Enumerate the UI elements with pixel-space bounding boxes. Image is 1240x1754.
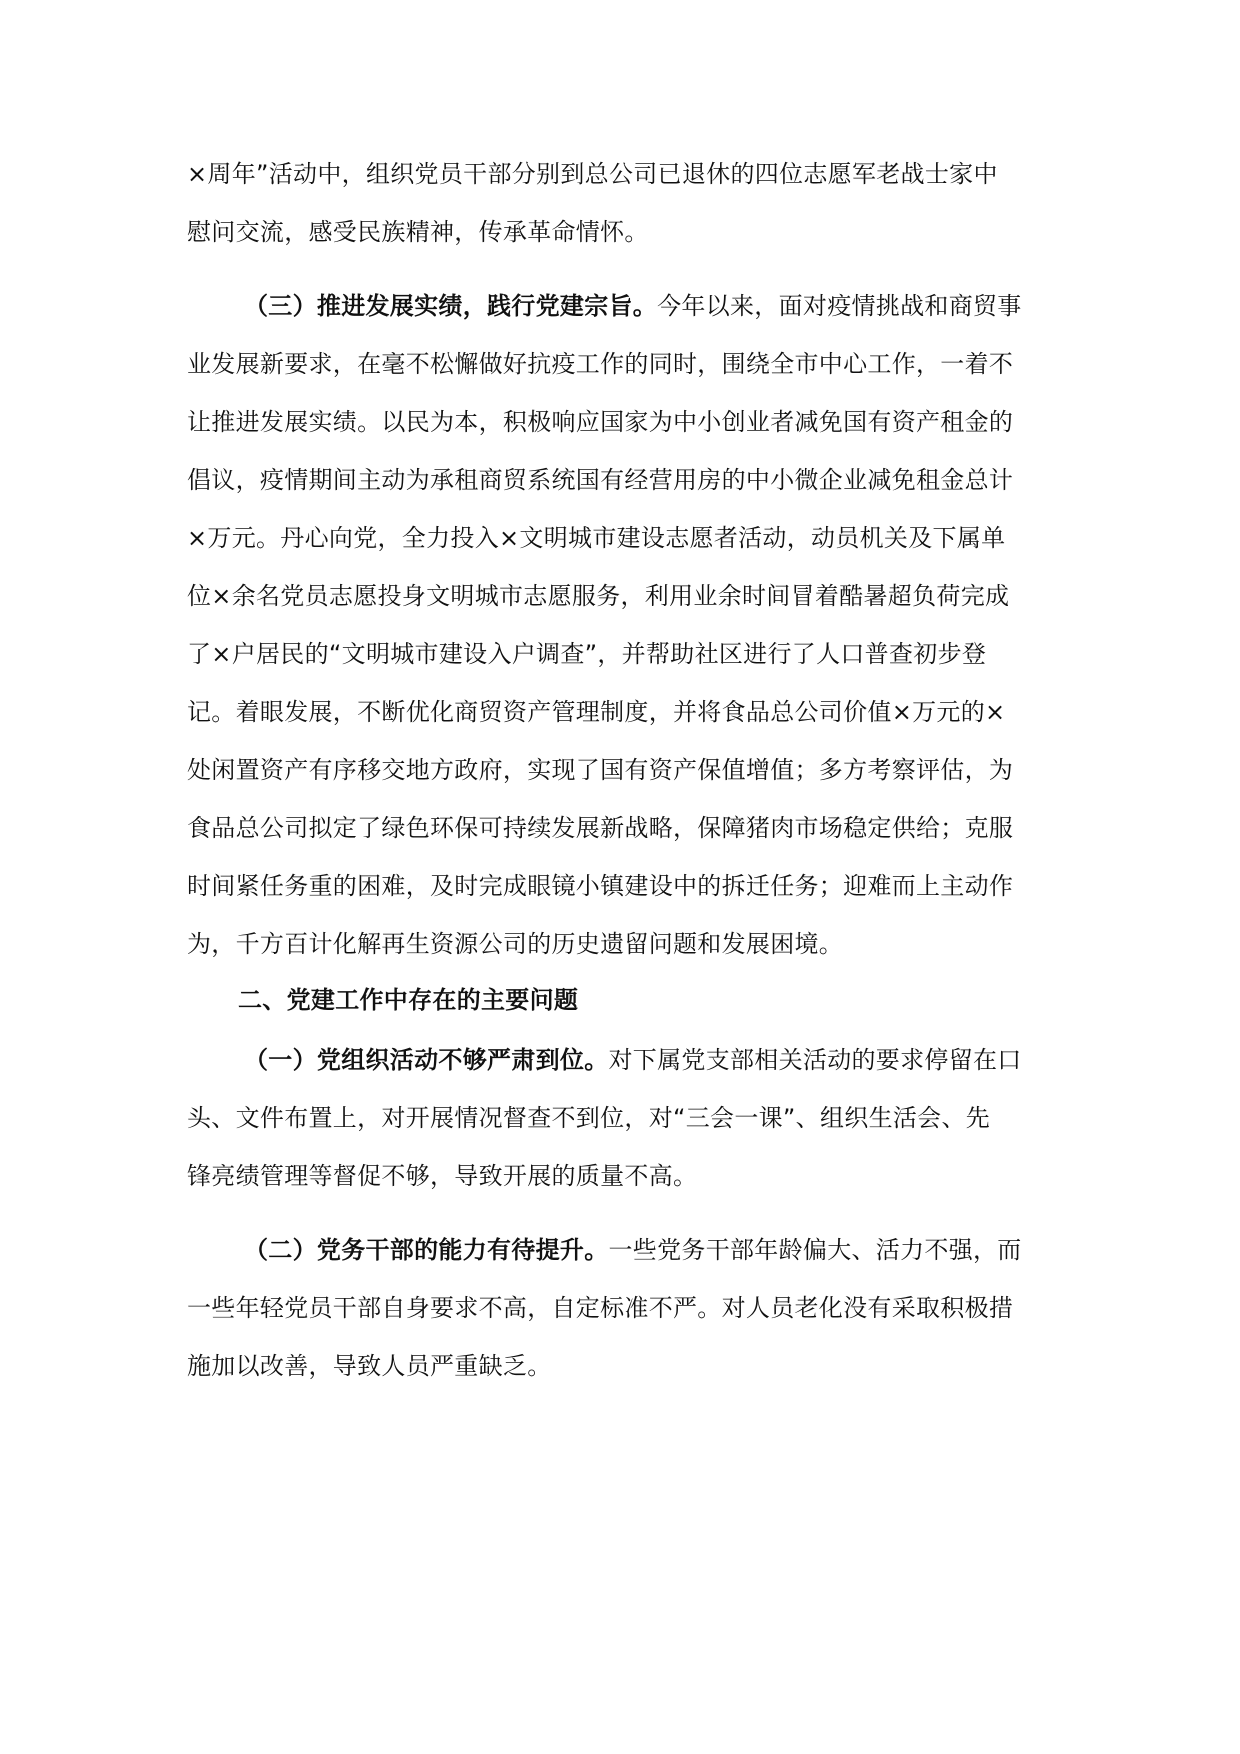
paragraph-line: 时间紧任务重的困难，及时完成眼镜小镇建设中的拆迁任务；迎难而上主动作 [187, 872, 1014, 900]
paragraph-line: 让推进发展实绩。以民为本，积极响应国家为中小创业者减免国有资产租金的 [187, 408, 1014, 436]
paragraph-line: 食品总公司拟定了绿色环保可持续发展新战略，保障猪肉市场稳定供给；克服 [187, 814, 1014, 842]
paragraph-line: 头、文件布置上，对开展情况督查不到位，对“三会一课”、组织生活会、先 [187, 1104, 991, 1132]
paragraph-text: 对下属党支部相关活动的要求停留在口 [608, 1046, 1022, 1074]
paragraph-line: 记。着眼发展，不断优化商贸资产管理制度，并将食品总公司价值×万元的× [187, 698, 1006, 726]
paragraph-line: 锋亮绩管理等督促不够，导致开展的质量不高。 [187, 1162, 698, 1190]
subsection-heading: （一）党组织活动不够严肃到位。 [244, 1046, 609, 1074]
paragraph-first-line [244, 290, 1057, 322]
subsection-heading: （三）推进发展实绩，践行党建宗旨。 [244, 292, 658, 320]
paragraph-line: ×周年”活动中，组织党员干部分别到总公司已退休的四位志愿军老战士家中 [187, 160, 998, 188]
paragraph-line: 业发展新要求，在毫不松懈做好抗疫工作的同时，围绕全市中心工作，一着不 [187, 350, 1014, 378]
paragraph-line: 位×余名党员志愿投身文明城市志愿服务，利用业余时间冒着酷暑超负荷完成 [187, 582, 1010, 610]
paragraph-line: 一些年轻党员干部自身要求不高，自定标准不严。对人员老化没有采取积极措 [187, 1294, 1014, 1322]
paragraph-line: 慰问交流，感受民族精神，传承革命情怀。 [187, 218, 649, 246]
section-title: 二、党建工作中存在的主要问题 [238, 986, 579, 1014]
paragraph-line: 施加以改善，导致人员严重缺乏。 [187, 1352, 552, 1380]
paragraph-line: 处闲置资产有序移交地方政府，实现了国有资产保值增值；多方考察评估，为 [187, 756, 1014, 784]
paragraph-line: 为，千方百计化解再生资源公司的历史遗留问题和发展困境。 [187, 930, 844, 958]
paragraph-line: ×万元。丹心向党，全力投入×文明城市建设志愿者活动，动员机关及下属单 [187, 524, 1006, 552]
paragraph-text: 一些党务干部年龄偏大、活力不强，而 [608, 1236, 1022, 1264]
paragraph-line: 倡议，疫情期间主动为承租商贸系统国有经营用房的中小微企业减免租金总计 [187, 466, 1014, 494]
subsection-heading: （二）党务干部的能力有待提升。 [244, 1236, 609, 1264]
paragraph-first-line [244, 1044, 1057, 1076]
paragraph-text: 今年以来，面对疫情挑战和商贸事 [657, 292, 1022, 320]
paragraph-first-line [244, 1234, 1057, 1266]
paragraph-line: 了×户居民的“文明城市建设入户调查”，并帮助社区进行了人口普查初步登 [187, 640, 987, 668]
